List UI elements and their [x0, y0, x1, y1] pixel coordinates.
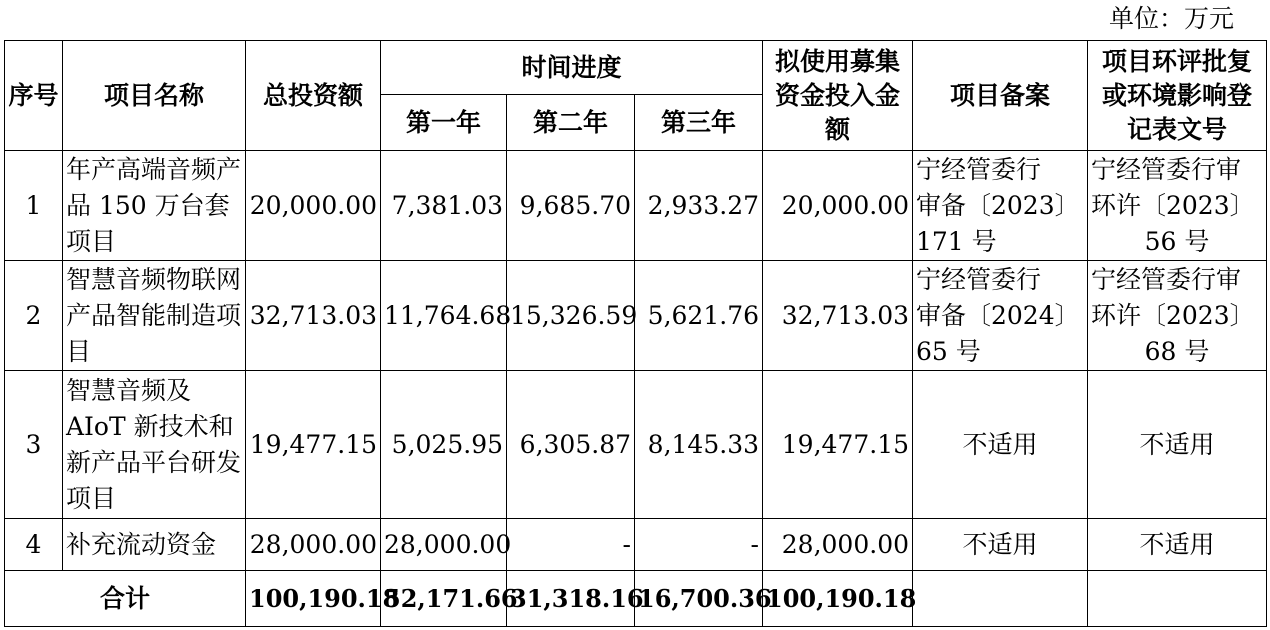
cell-filing	[913, 261, 1088, 371]
filing-line: 65 号	[916, 336, 981, 366]
total-year3: 16,700.36	[635, 571, 763, 627]
total-filing-empty	[913, 571, 1088, 627]
cell-year1: 11,764.68	[381, 261, 507, 371]
header-env: 项目环评批复或环境影响登记表文号	[1088, 41, 1267, 151]
env-line: 宁经管委行审	[1091, 154, 1242, 184]
unit-label: 单位：万元	[1108, 4, 1234, 33]
cell-total: 20,000.00	[246, 151, 381, 261]
filing-line: 审备〔2024〕	[916, 300, 1080, 330]
total-label: 合计	[5, 571, 246, 627]
cell-env	[1088, 151, 1267, 261]
filing-line: 宁经管委行	[916, 264, 1042, 294]
cell-env: 不适用	[1088, 519, 1267, 571]
cell-year3: -	[635, 519, 763, 571]
cell-year3: 2,933.27	[635, 151, 763, 261]
cell-year2: -	[507, 519, 635, 571]
cell-raised: 20,000.00	[763, 151, 913, 261]
total-total: 100,190.18	[246, 571, 381, 627]
cell-filing: 不适用	[913, 519, 1088, 571]
cell-year2: 15,326.59	[507, 261, 635, 371]
header-year1: 第一年	[381, 95, 507, 151]
cell-total: 19,477.15	[246, 371, 381, 519]
cell-seq: 3	[5, 371, 63, 519]
cell-year1: 5,025.95	[381, 371, 507, 519]
total-year1: 52,171.66	[381, 571, 507, 627]
header-seq: 序号	[5, 41, 63, 151]
cell-filing: 不适用	[913, 371, 1088, 519]
cell-seq: 2	[5, 261, 63, 371]
cell-name: 智慧音频及 AIoT 新技术和新产品平台研发项目	[63, 371, 246, 519]
header-year2: 第二年	[507, 95, 635, 151]
env-line: 宁经管委行审	[1091, 264, 1242, 294]
cell-seq: 1	[5, 151, 63, 261]
cell-total: 28,000.00	[246, 519, 381, 571]
cell-name: 年产高端音频产品 150 万台套项目	[63, 151, 246, 261]
env-line: 68 号	[1144, 336, 1210, 366]
cell-year1: 7,381.03	[381, 151, 507, 261]
env-line: 环许〔2023〕	[1091, 300, 1255, 330]
total-year2: 31,318.16	[507, 571, 635, 627]
cell-year1: 28,000.00	[381, 519, 507, 571]
cell-year2: 6,305.87	[507, 371, 635, 519]
cell-seq: 4	[5, 519, 63, 571]
table-row	[5, 261, 1267, 371]
header-raised: 拟使用募集资金投入金额	[763, 41, 913, 151]
table-row	[5, 519, 1267, 571]
table-row	[5, 151, 1267, 261]
env-line: 56 号	[1144, 226, 1210, 256]
cell-year3: 8,145.33	[635, 371, 763, 519]
cell-env: 不适用	[1088, 371, 1267, 519]
total-row	[5, 571, 1267, 627]
table-row	[5, 371, 1267, 519]
cell-name: 智慧音频物联网产品智能制造项目	[63, 261, 246, 371]
cell-env	[1088, 261, 1267, 371]
filing-line: 宁经管委行	[916, 154, 1042, 184]
cell-raised: 32,713.03	[763, 261, 913, 371]
filing-line: 审备〔2023〕	[916, 190, 1080, 220]
cell-raised: 19,477.15	[763, 371, 913, 519]
cell-total: 32,713.03	[246, 261, 381, 371]
filing-line: 171 号	[916, 226, 997, 256]
header-total: 总投资额	[246, 41, 381, 151]
header-progress: 时间进度	[381, 41, 763, 95]
header-filing: 项目备案	[913, 41, 1088, 151]
investment-table	[4, 40, 1267, 627]
cell-name: 补充流动资金	[63, 519, 246, 571]
header-year3: 第三年	[635, 95, 763, 151]
cell-filing	[913, 151, 1088, 261]
cell-year3: 5,621.76	[635, 261, 763, 371]
header-name: 项目名称	[63, 41, 246, 151]
cell-year2: 9,685.70	[507, 151, 635, 261]
total-env-empty	[1088, 571, 1267, 627]
env-line: 环许〔2023〕	[1091, 190, 1255, 220]
cell-raised: 28,000.00	[763, 519, 913, 571]
total-raised: 100,190.18	[763, 571, 913, 627]
